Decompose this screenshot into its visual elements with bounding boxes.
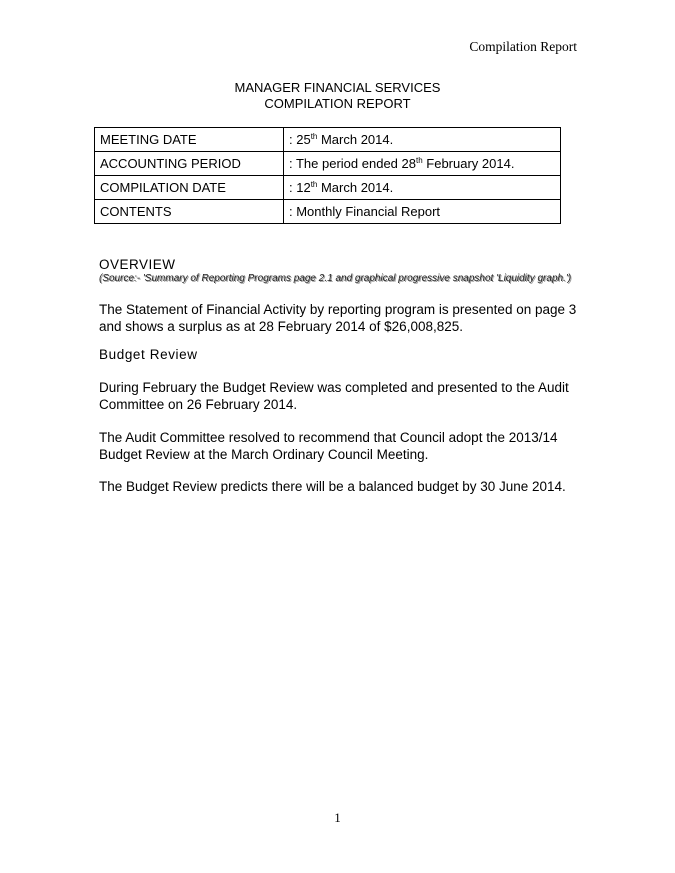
row-value: : Monthly Financial Report xyxy=(284,200,561,224)
overview-heading: OVERVIEW xyxy=(99,257,176,272)
overview-paragraph: The Statement of Financial Activity by reporting program is presented on page 3 and shows a surplus as at 28 February 2014 of $26,008,825. xyxy=(99,302,577,334)
budget-review-heading: Budget Review xyxy=(99,347,198,362)
page-number: 1 xyxy=(334,810,341,825)
row-label: CONTENTS xyxy=(95,200,284,224)
budget-paragraph-1: During February the Budget Review was completed and presented to the Audit Committee on 26 February 2014. xyxy=(99,380,569,412)
row-label: ACCOUNTING PERIOD xyxy=(95,152,284,176)
row-label: MEETING DATE xyxy=(95,128,284,152)
info-table xyxy=(94,127,561,224)
running-header: Compilation Report xyxy=(469,39,577,54)
budget-paragraph-3: The Budget Review predicts there will be a balanced budget by 30 June 2014. xyxy=(99,479,566,494)
table-row xyxy=(95,128,561,152)
source-note: (Source:- 'Summary of Reporting Programs page 2.1 and graphical progressive snapshot 'Liquidity graph.') xyxy=(99,273,572,284)
table-row xyxy=(95,176,561,200)
table-row xyxy=(95,200,561,224)
budget-paragraph-2: The Audit Committee resolved to recommend that Council adopt the 2013/14 Budget Review at the March Ordinary Council Meeting. xyxy=(99,430,558,462)
document-title xyxy=(0,80,675,112)
row-value: : 12th March 2014. xyxy=(284,176,561,200)
row-value: : The period ended 28th February 2014. xyxy=(284,152,561,176)
row-value: : 25th March 2014. xyxy=(284,128,561,152)
row-label: COMPILATION DATE xyxy=(95,176,284,200)
title-line-2: COMPILATION REPORT xyxy=(264,96,411,111)
title-line-1: MANAGER FINANCIAL SERVICES xyxy=(234,80,441,95)
table-row xyxy=(95,152,561,176)
